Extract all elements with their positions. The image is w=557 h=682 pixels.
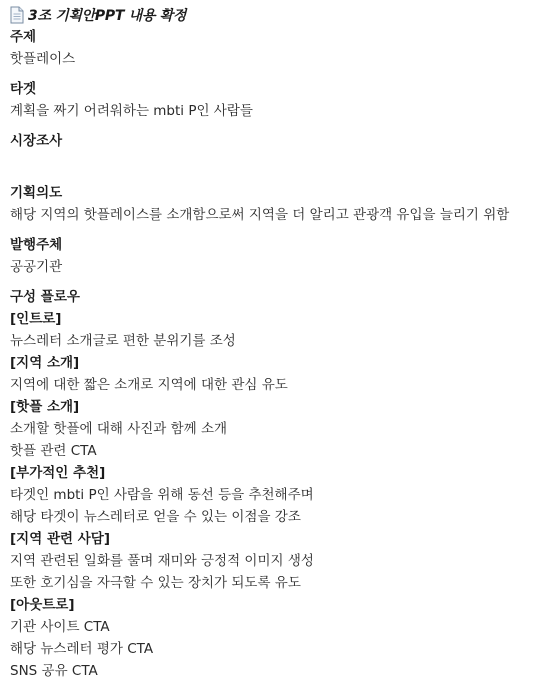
- flow-section-line: 지역에 대한 짧은 소개로 지역에 대한 관심 유도: [10, 377, 288, 393]
- flow-section-line: SNS 공유 CTA: [10, 663, 98, 679]
- flow-section-label: [아웃트로]: [10, 597, 75, 613]
- intent-value: 해당 지역의 핫플레이스를 소개함으로써 지역을 더 알리고 관광객 유입을 늘리기 위함: [10, 207, 510, 223]
- publisher-value: 공공기관: [10, 259, 63, 275]
- flow-section-line: 뉴스레터 소개글로 편한 분위기를 조성: [10, 333, 236, 349]
- flow-section-line: 또한 호기심을 자극할 수 있는 장치가 되도록 유도: [10, 575, 301, 591]
- document-title-row: [10, 4, 551, 26]
- document-body: [10, 4, 551, 682]
- topic-heading: 주제: [10, 29, 37, 45]
- flow-section-line: 해당 뉴스레터 평가 CTA: [10, 641, 154, 657]
- flow-section-label: [핫플 소개]: [10, 399, 80, 415]
- flow-section-label: [부가적인 추천]: [10, 465, 106, 481]
- document-icon: [10, 6, 24, 24]
- target-heading: 타겟: [10, 81, 37, 97]
- flow-section-line: 해당 타겟이 뉴스레터로 얻을 수 있는 이점을 강조: [10, 509, 301, 525]
- research-heading: 시장조사: [10, 133, 63, 149]
- flow-section-label: [지역 소개]: [10, 355, 80, 371]
- publisher-heading: 발행주체: [10, 237, 63, 253]
- flow-section-line: 기관 사이트 CTA: [10, 619, 110, 635]
- flow-section-line: 핫플 관련 CTA: [10, 443, 97, 459]
- flow-section-label: [지역 관련 사담]: [10, 531, 110, 547]
- flow-section-line: 소개할 핫플에 대해 사진과 함께 소개: [10, 421, 228, 437]
- flow-section-label: [인트로]: [10, 311, 62, 327]
- flow-section-line: 타겟인 mbti P인 사람을 위해 동선 등을 추천해주며: [10, 487, 314, 503]
- intent-heading: 기획의도: [10, 185, 63, 201]
- flow-heading: 구성 플로우: [10, 289, 80, 305]
- topic-value: 핫플레이스: [10, 51, 76, 67]
- target-value: 계획을 짜기 어려워하는 mbti P인 사람들: [10, 103, 253, 119]
- document-title: 3조 기획안PPT 내용 확정: [28, 8, 187, 24]
- flow-section-line: 지역 관련된 일화를 풀며 재미와 긍정적 이미지 생성: [10, 553, 314, 569]
